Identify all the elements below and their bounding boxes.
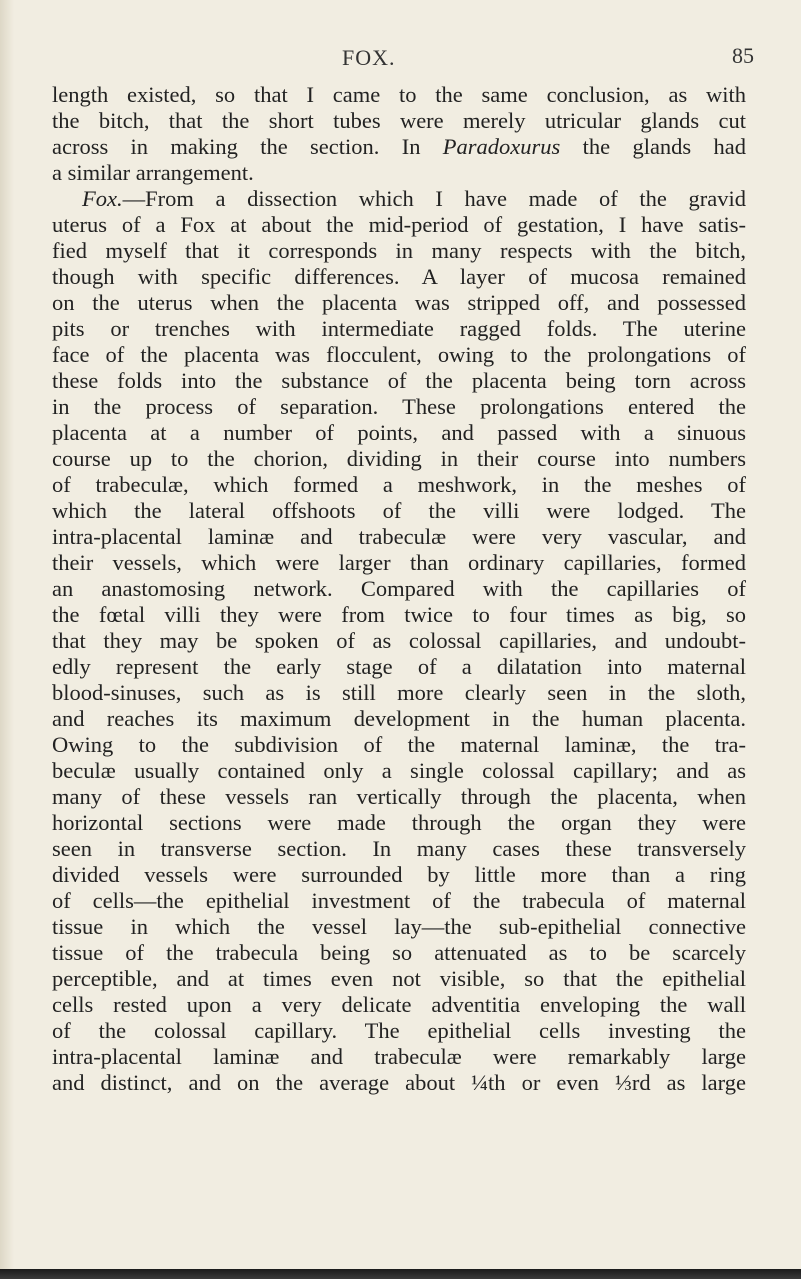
text-line (52, 680, 746, 706)
text-line (52, 706, 746, 732)
text-line (52, 550, 746, 576)
text-line (52, 212, 746, 238)
text-line (52, 966, 746, 992)
bottom-edge (0, 1269, 801, 1279)
text-line (52, 1070, 746, 1096)
line-text: tissue in which the vessel lay—the sub-epithelial connective (52, 914, 746, 939)
line-text: Owing to the subdivision of the maternal laminæ, the tra- (52, 732, 746, 757)
text-line (52, 420, 746, 446)
line-text: their vessels, which were larger than ordinary capillaries, formed (52, 550, 746, 575)
line-text: length existed, so that I came to the same conclusion, as with (52, 82, 746, 107)
text-line (52, 524, 746, 550)
text-line (52, 498, 746, 524)
line-text: the bitch, that the short tubes were merely utricular glands cut (52, 108, 746, 133)
text-line (52, 758, 746, 784)
line-text: blood-sinuses, such as is still more clearly seen in the sloth, (52, 680, 746, 705)
line-text: fied myself that it corresponds in many respects with the bitch, (52, 238, 746, 263)
text-line (52, 732, 746, 758)
text-line (52, 784, 746, 810)
line-text: and reaches its maximum development in the human placenta. (52, 706, 746, 731)
text-line (52, 290, 746, 316)
page-number: 85 (732, 43, 754, 68)
line-text: beculæ usually contained only a single colossal capillary; and as (52, 758, 746, 783)
text-line (52, 316, 746, 342)
italic-term: Paradoxurus (442, 134, 561, 159)
line-text: and distinct, and on the average about ¼th or even ⅓rd as large (52, 1070, 746, 1095)
text-line (52, 82, 746, 108)
line-text: of cells—the epithelial investment of the trabecula of maternal (52, 888, 746, 913)
line-text: intra-placental laminæ and trabeculæ were remarkably large (52, 1044, 746, 1069)
line-text-post: —From a dissection which I have made of the gravid (122, 186, 746, 211)
text-line (52, 940, 746, 966)
running-title: FOX. (342, 45, 396, 70)
text-line (52, 810, 746, 836)
line-text: placenta at a number of points, and passed with a sinuous (52, 420, 746, 445)
line-text-pre: across in making the section. In (52, 134, 443, 159)
body-text (52, 82, 746, 1096)
line-text: many of these vessels ran vertically through the placenta, when (52, 784, 746, 809)
running-head (0, 43, 801, 73)
text-line (52, 576, 746, 602)
italic-term: Fox. (82, 186, 123, 211)
text-line (52, 628, 746, 654)
text-line (52, 914, 746, 940)
text-line (52, 862, 746, 888)
line-text: which the lateral offshoots of the villi were lodged. The (52, 498, 746, 523)
text-line (52, 160, 746, 186)
text-line (52, 264, 746, 290)
line-text: edly represent the early stage of a dilatation into maternal (52, 654, 746, 679)
text-line (52, 654, 746, 680)
text-line (52, 108, 746, 134)
text-line (52, 1018, 746, 1044)
line-text: of trabeculæ, which formed a meshwork, in the meshes of (52, 472, 746, 497)
line-text: uterus of a Fox at about the mid-period of gestation, I have satis- (52, 212, 746, 237)
text-line (52, 238, 746, 264)
page-edge-shadow (0, 0, 14, 1279)
line-text: course up to the chorion, dividing in their course into numbers (52, 446, 746, 471)
text-line (52, 1044, 746, 1070)
text-line (52, 186, 746, 212)
line-text: a similar arrangement. (52, 160, 254, 185)
text-line (52, 992, 746, 1018)
line-text: in the process of separation. These prolongations entered the (52, 394, 746, 419)
line-text: the fœtal villi they were from twice to four times as big, so (52, 602, 746, 627)
text-line (52, 446, 746, 472)
text-line (52, 888, 746, 914)
line-text: that they may be spoken of as colossal capillaries, and undoubt- (52, 628, 746, 653)
line-text-post: the glands had (560, 134, 747, 159)
line-text: pits or trenches with intermediate ragged folds. The uterine (52, 316, 746, 341)
line-text: face of the placenta was flocculent, owing to the prolongations of (52, 342, 746, 367)
line-text: divided vessels were surrounded by little more than a ring (52, 862, 746, 887)
line-text: cells rested upon a very delicate adventitia enveloping the wall (52, 992, 746, 1017)
line-text: on the uterus when the placenta was stripped off, and possessed (52, 290, 746, 315)
line-text: an anastomosing network. Compared with the capillaries of (52, 576, 746, 601)
line-text: seen in transverse section. In many cases these transversely (52, 836, 746, 861)
text-line (52, 602, 746, 628)
line-text: perceptible, and at times even not visible, so that the epithelial (52, 966, 746, 991)
text-line (52, 836, 746, 862)
text-line (52, 394, 746, 420)
line-text: of the colossal capillary. The epithelial cells investing the (52, 1018, 746, 1043)
line-text: horizontal sections were made through the organ they were (52, 810, 746, 835)
line-text: these folds into the substance of the placenta being torn across (52, 368, 746, 393)
line-text: though with specific differences. A layer of mucosa remained (52, 264, 746, 289)
text-line (52, 472, 746, 498)
line-text: tissue of the trabecula being so attenuated as to be scarcely (52, 940, 746, 965)
line-text: intra-placental laminæ and trabeculæ were very vascular, and (52, 524, 746, 549)
text-line (52, 368, 746, 394)
text-line (52, 342, 746, 368)
text-line (52, 134, 746, 160)
